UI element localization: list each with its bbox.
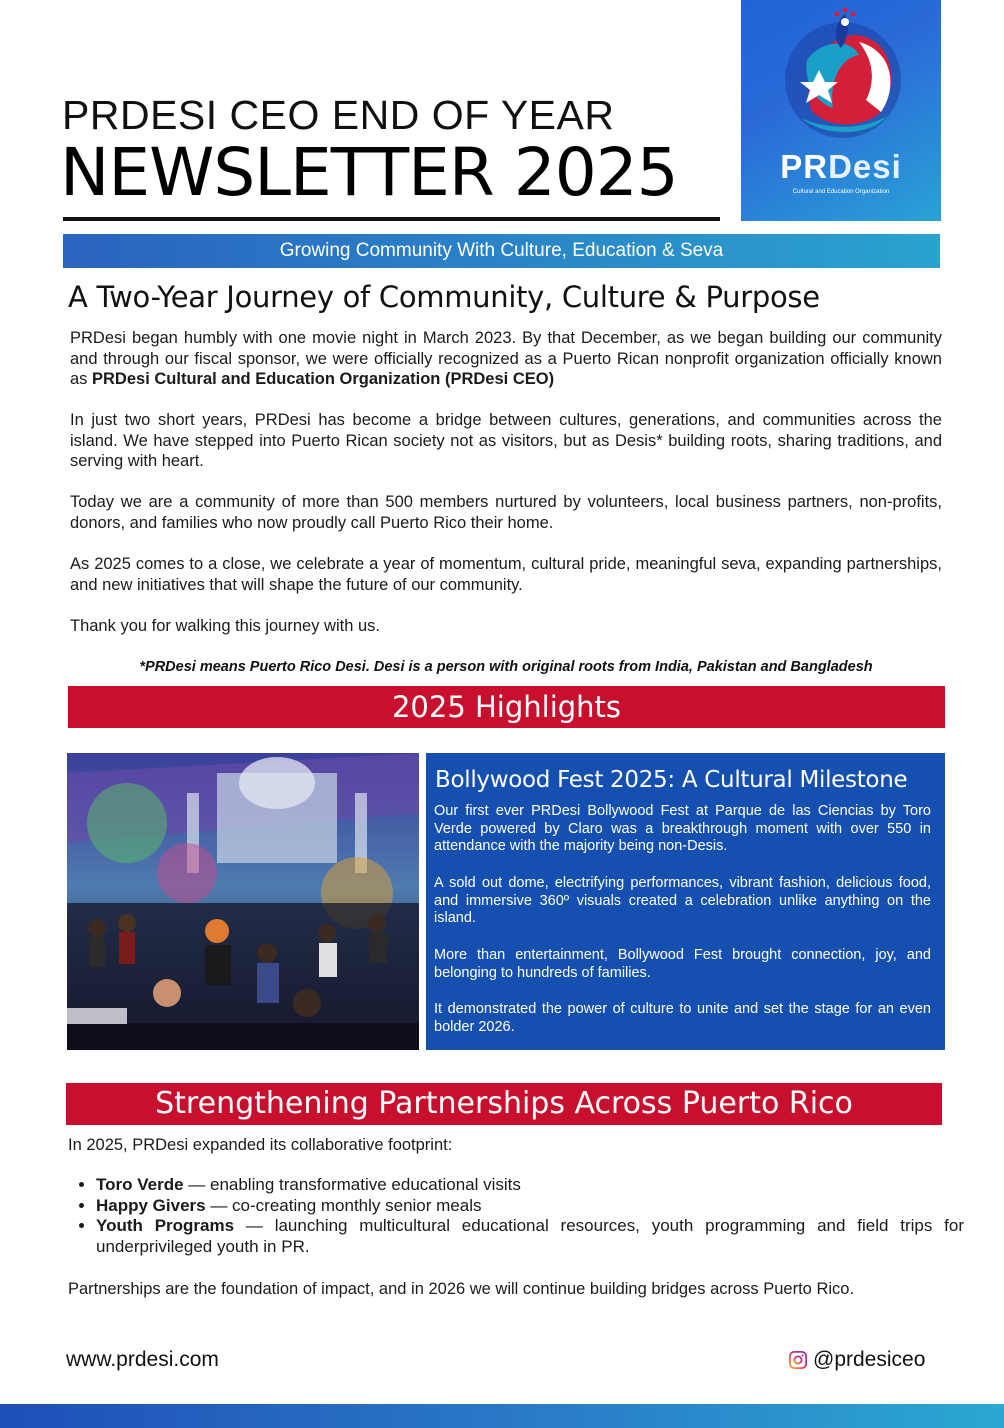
peacock-emblem-icon	[741, 0, 941, 150]
newsletter-subtitle: PRDESI CEO END OF YEAR	[62, 92, 615, 138]
intro-paragraph-3: Today we are a community of more than 500 members nurtured by volunteers, local business partners, non-profits, donors, and families who now proudly call Puerto Rico their home.	[70, 493, 942, 532]
newsletter-title: NEWSLETTER 2025	[60, 134, 678, 211]
intro-paragraph-4: As 2025 comes to a close, we celebrate a year of momentum, cultural pride, meaningful seva, expanding partnerships, and new initiatives that will shape the future of our community.	[70, 555, 942, 594]
partnerships-closing: Partnerships are the foundation of impact, and in 2026 we will continue building bridges across Puerto Rico.	[68, 1280, 855, 1298]
list-item: • Happy Givers — co-creating monthly senior meals	[96, 1196, 964, 1217]
title-underline	[63, 217, 720, 221]
bollywood-paragraph-1: Our first ever PRDesi Bollywood Fest at Parque de las Ciencias by Toro Verde powered by Claro was a breakthrough moment with over 550 in attendance with the majority being non-Desis.	[434, 803, 931, 854]
list-item: • Youth Programs — launching multicultural educational resources, youth programming and field trips for underprivileged youth in PR.	[96, 1216, 964, 1257]
intro-paragraph-2: In just two short years, PRDesi has become a bridge between cultures, generations, and communities across the island. We have stepped into Puerto Rican society not as visitors, but as Desis* building roots, sharing traditions, and serving with heart.	[70, 411, 942, 470]
bollywood-paragraph-3: More than entertainment, Bollywood Fest brought connection, joy, and belonging to hundreds of families.	[434, 947, 931, 981]
intro-paragraph-5: Thank you for walking this journey with us.	[70, 617, 380, 635]
bollywood-fest-title: Bollywood Fest 2025: A Cultural Milestone	[435, 767, 908, 793]
intro-heading: A Two-Year Journey of Community, Culture & Purpose	[68, 280, 820, 314]
bollywood-paragraph-2: A sold out dome, electrifying performances, vibrant fashion, delicious food, and immersive 360º visuals created a celebration unlike anything on the island.	[434, 875, 931, 926]
list-item: • Toro Verde — enabling transformative educational visits	[96, 1175, 964, 1196]
bollywood-fest-box	[426, 753, 945, 1050]
tagline-bar: Growing Community With Culture, Education & Seva	[63, 234, 940, 268]
instagram-icon	[789, 1351, 807, 1369]
bottom-accent-bar	[0, 1404, 1004, 1428]
intro-paragraph-1: PRDesi began humbly with one movie night in March 2023. By that December, as we began building our community and through our fiscal sponsor, we were officially recognized as a Puerto Rican nonprofit organization officially known as PRDesi Cultural and Education Organization (PRDesi CEO)	[70, 329, 942, 388]
desi-footnote: *PRDesi means Puerto Rico Desi. Desi is a person with original roots from India, Pakistan and Bangladesh	[139, 659, 873, 675]
instagram-handle[interactable]: @prdesiceo	[789, 1348, 925, 1372]
logo-tagline: Cultural and Education Organization	[792, 189, 890, 195]
website-link[interactable]: www.prdesi.com	[66, 1348, 219, 1371]
partnerships-intro: In 2025, PRDesi expanded its collaborative footprint:	[68, 1136, 453, 1154]
highlights-heading: 2025 Highlights	[68, 686, 945, 728]
bollywood-paragraph-4: It demonstrated the power of culture to unite and set the stage for an even bolder 2026.	[434, 1001, 931, 1035]
prdesi-logo	[741, 0, 941, 221]
bollywood-fest-photo	[67, 753, 419, 1050]
logo-wordmark: PRDesi	[780, 148, 902, 185]
partners-list	[76, 1175, 964, 1257]
partnerships-heading: Strengthening Partnerships Across Puerto Rico	[66, 1083, 942, 1125]
